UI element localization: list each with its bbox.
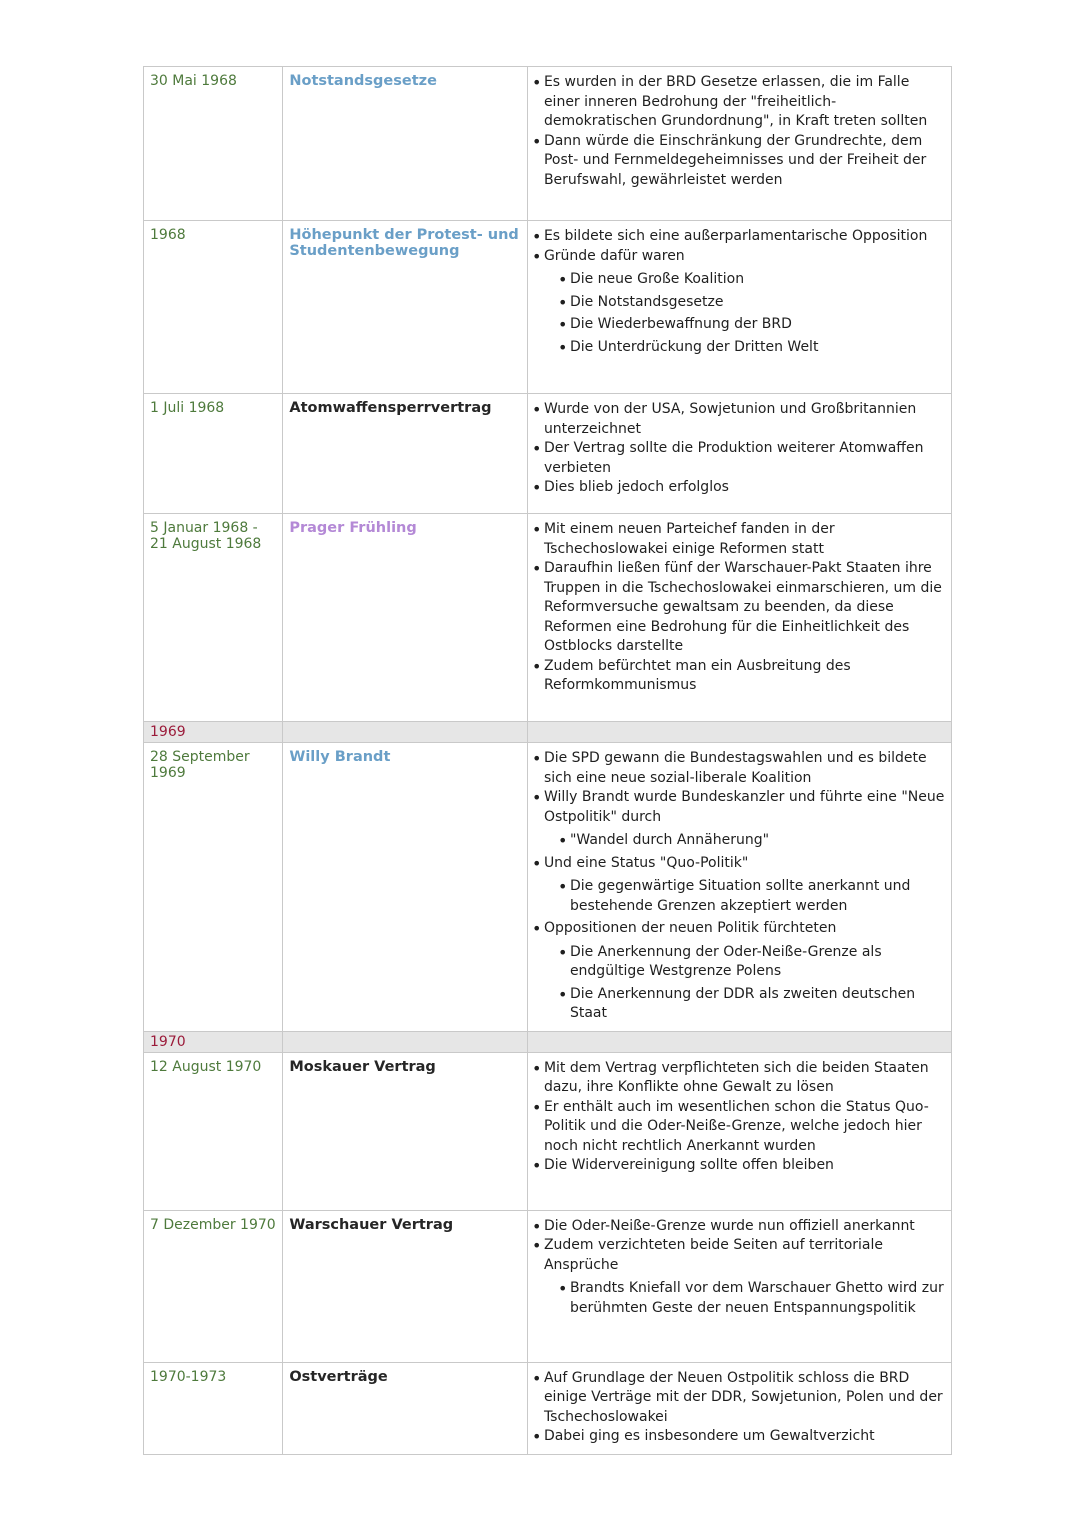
list-item: • Die SPD gewann die Bundestagswahlen und es bildete sich eine neue sozial-liberale Koalition — [532, 749, 945, 788]
list-item: • Zudem verzichteten beide Seiten auf territoriale Ansprüche — [532, 1236, 945, 1275]
year-separator-row — [144, 1031, 952, 1052]
description-cell — [527, 514, 951, 722]
date-cell: 12 August 1970 — [144, 1052, 283, 1210]
event-cell: Prager Frühling — [283, 514, 528, 722]
list-item: • Willy Brandt wurde Bundeskanzler und führte eine "Neue Ostpolitik" durch — [532, 788, 945, 827]
event-cell: Warschauer Vertrag — [283, 1210, 528, 1362]
list-item: • Und eine Status "Quo-Politik" — [532, 854, 945, 874]
description-cell — [527, 1210, 951, 1362]
date-cell: 1968 — [144, 221, 283, 394]
table-row — [144, 221, 952, 394]
event-cell: Atomwaffensperrvertrag — [283, 394, 528, 514]
sub-list-item: • Die Wiederbewaffnung der BRD — [558, 315, 945, 335]
list-item: • Zudem befürchtet man ein Ausbreitung des Reformkommunismus — [532, 657, 945, 696]
empty-cell — [283, 722, 528, 743]
list-item: • Dabei ging es insbesondere um Gewaltverzicht — [532, 1427, 945, 1447]
sub-list-item: • Die gegenwärtige Situation sollte anerkannt und bestehende Grenzen akzeptiert werden — [558, 877, 945, 916]
sub-list-item: • Die Unterdrückung der Dritten Welt — [558, 338, 945, 358]
table-row — [144, 514, 952, 722]
table-row — [144, 743, 952, 1032]
event-cell: Willy Brandt — [283, 743, 528, 1032]
table-row — [144, 1052, 952, 1210]
sub-list-item: • Brandts Kniefall vor dem Warschauer Ghetto wird zur berühmten Geste der neuen Entspannungspolitik — [558, 1279, 945, 1318]
event-cell: Höhepunkt der Protest- und Studentenbewegung — [283, 221, 528, 394]
description-cell — [527, 743, 951, 1032]
description-cell — [527, 1362, 951, 1454]
timeline-table — [143, 66, 952, 1455]
list-item: • Gründe dafür waren — [532, 247, 945, 267]
description-cell — [527, 1052, 951, 1210]
table-row — [144, 67, 952, 221]
list-item: • Die Widervereinigung sollte offen bleiben — [532, 1156, 945, 1176]
list-item: • Dies blieb jedoch erfolglos — [532, 478, 945, 498]
table-row — [144, 394, 952, 514]
date-cell: 7 Dezember 1970 — [144, 1210, 283, 1362]
timeline-sheet — [143, 66, 952, 1455]
event-cell: Moskauer Vertrag — [283, 1052, 528, 1210]
year-label: 1970 — [144, 1031, 283, 1052]
empty-cell — [527, 722, 951, 743]
event-cell: Notstandsgesetze — [283, 67, 528, 221]
list-item: • Er enthält auch im wesentlichen schon die Status Quo-Politik und die Oder-Neiße-Grenze, welche jedoch hier noch nicht rechtlich Anerkannt wurden — [532, 1098, 945, 1157]
list-item: • Mit einem neuen Parteichef fanden in der Tschechoslowakei einige Reformen statt — [532, 520, 945, 559]
list-item: • Es wurden in der BRD Gesetze erlassen, die im Falle einer inneren Bedrohung der "freiheitlich-demokratischen Grundordnung", in Kraft treten sollten — [532, 73, 945, 132]
date-cell: 30 Mai 1968 — [144, 67, 283, 221]
description-cell — [527, 394, 951, 514]
table-row — [144, 1210, 952, 1362]
event-cell: Ostverträge — [283, 1362, 528, 1454]
sub-list-item: • Die Anerkennung der DDR als zweiten deutschen Staat — [558, 985, 945, 1024]
list-item: • Die Oder-Neiße-Grenze wurde nun offiziell anerkannt — [532, 1217, 945, 1237]
sub-list-item: • Die neue Große Koalition — [558, 270, 945, 290]
list-item: • Mit dem Vertrag verpflichteten sich die beiden Staaten dazu, ihre Konflikte ohne Gewalt zu lösen — [532, 1059, 945, 1098]
table-row — [144, 1362, 952, 1454]
description-cell — [527, 221, 951, 394]
list-item: • Oppositionen der neuen Politik fürchteten — [532, 919, 945, 939]
sub-list-item: • Die Anerkennung der Oder-Neiße-Grenze als endgültige Westgrenze Polens — [558, 943, 945, 982]
empty-cell — [283, 1031, 528, 1052]
list-item: • Daraufhin ließen fünf der Warschauer-Pakt Staaten ihre Truppen in die Tschechoslowakei einmarschieren, um die Reformversuche gewaltsam zu beenden, da diese Reformen eine Bedrohung für die Einheitlichkeit des Ostblocks darstellte — [532, 559, 945, 657]
date-cell: 1 Juli 1968 — [144, 394, 283, 514]
year-separator-row — [144, 722, 952, 743]
year-label: 1969 — [144, 722, 283, 743]
description-cell — [527, 67, 951, 221]
date-cell: 5 Januar 1968 - 21 August 1968 — [144, 514, 283, 722]
date-cell: 28 September 1969 — [144, 743, 283, 1032]
list-item: • Dann würde die Einschränkung der Grundrechte, dem Post- und Fernmeldegeheimnisses und der Freiheit der Berufswahl, gewährleistet werden — [532, 132, 945, 191]
sub-list-item: • Die Notstandsgesetze — [558, 293, 945, 313]
list-item: • Wurde von der USA, Sowjetunion und Großbritannien unterzeichnet — [532, 400, 945, 439]
sub-list-item: • "Wandel durch Annäherung" — [558, 831, 945, 851]
empty-cell — [527, 1031, 951, 1052]
list-item: • Auf Grundlage der Neuen Ostpolitik schloss die BRD einige Verträge mit der DDR, Sowjetunion, Polen und der Tschechoslowakei — [532, 1369, 945, 1428]
date-cell: 1970-1973 — [144, 1362, 283, 1454]
list-item: • Der Vertrag sollte die Produktion weiterer Atomwaffen verbieten — [532, 439, 945, 478]
list-item: • Es bildete sich eine außerparlamentarische Opposition — [532, 227, 945, 247]
